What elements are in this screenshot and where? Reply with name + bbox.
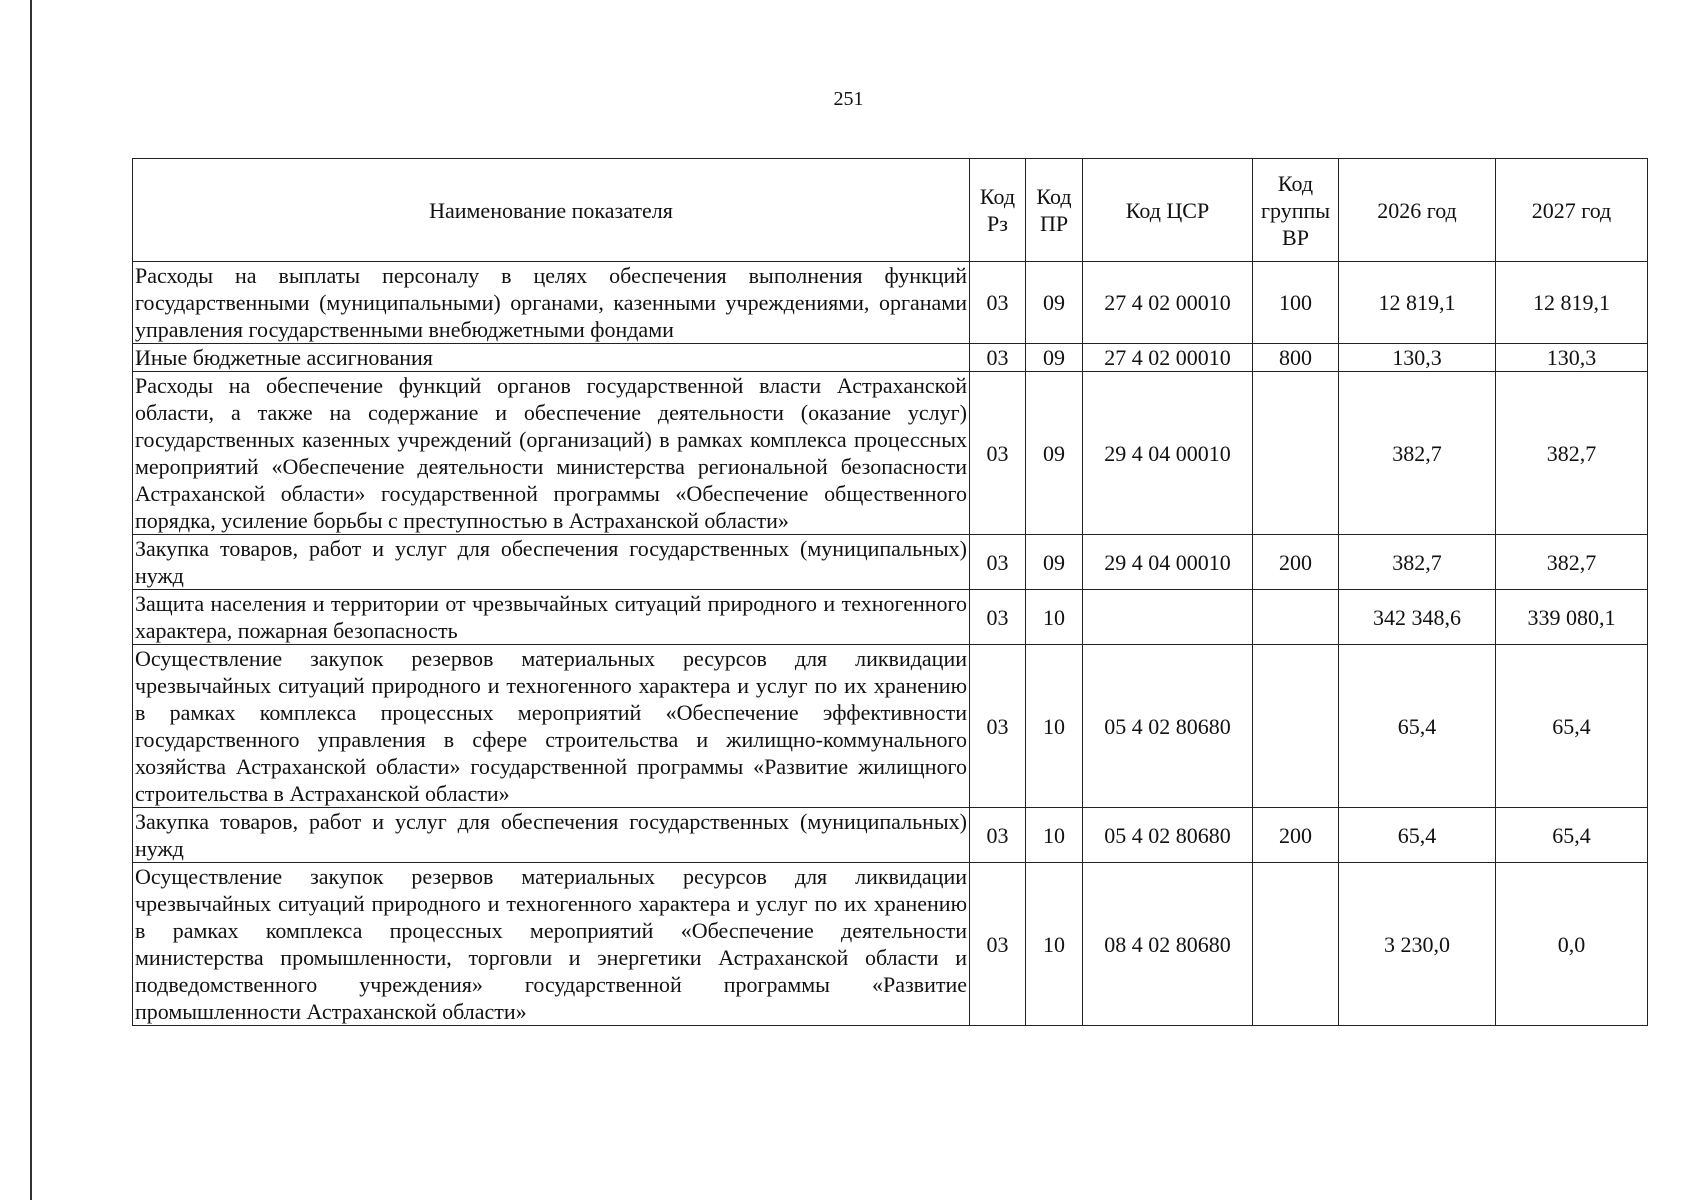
row-code-vr	[1253, 645, 1339, 808]
row-indicator-name: Закупка товаров, работ и услуг для обеспечения государственных (муниципальных) нужд	[133, 808, 970, 863]
row-indicator-name: Закупка товаров, работ и услуг для обеспечения государственных (муниципальных) нужд	[133, 535, 970, 590]
row-code-pr: 10	[1026, 645, 1083, 808]
row-indicator-name: Расходы на обеспечение функций органов государственной власти Астраханской области, а также на содержание и обеспечение деятельности (оказание услуг) государственных казенных учреждений (организаций) в рамках комплекса процессных мероприятий «Обеспечение деятельности министерства региональной безопасности Астраханской области» государственной программы «Обеспечение общественного порядка, усиление борьбы с преступностью в Астраханской области»	[133, 372, 970, 535]
row-amount-2026: 65,4	[1339, 645, 1496, 808]
row-code-csr: 05 4 02 80680	[1083, 808, 1253, 863]
binding-margin-line	[30, 0, 32, 1200]
row-code-pr: 09	[1026, 372, 1083, 535]
table-row	[133, 863, 1648, 1026]
row-code-rz: 03	[970, 645, 1026, 808]
row-amount-2027: 382,7	[1496, 372, 1648, 535]
table-header-row	[133, 159, 1648, 262]
row-amount-2026: 130,3	[1339, 344, 1496, 372]
row-amount-2026: 342 348,6	[1339, 590, 1496, 645]
row-code-rz: 03	[970, 344, 1026, 372]
row-amount-2027: 130,3	[1496, 344, 1648, 372]
table-row	[133, 645, 1648, 808]
row-code-csr: 29 4 04 00010	[1083, 372, 1253, 535]
budget-table	[132, 158, 1648, 1026]
table-row	[133, 372, 1648, 535]
header-code-csr: Код ЦСР	[1083, 159, 1253, 262]
row-code-csr: 27 4 02 00010	[1083, 262, 1253, 344]
row-amount-2026: 12 819,1	[1339, 262, 1496, 344]
row-code-csr: 08 4 02 80680	[1083, 863, 1253, 1026]
row-code-pr: 09	[1026, 344, 1083, 372]
row-indicator-name: Защита населения и территории от чрезвычайных ситуаций природного и техногенного характера, пожарная безопасность	[133, 590, 970, 645]
table-row	[133, 262, 1648, 344]
row-code-rz: 03	[970, 535, 1026, 590]
row-amount-2027: 339 080,1	[1496, 590, 1648, 645]
row-code-rz: 03	[970, 590, 1026, 645]
row-amount-2026: 382,7	[1339, 535, 1496, 590]
row-code-pr: 09	[1026, 262, 1083, 344]
row-code-rz: 03	[970, 262, 1026, 344]
table-row	[133, 590, 1648, 645]
row-code-vr: 800	[1253, 344, 1339, 372]
row-code-rz: 03	[970, 372, 1026, 535]
row-indicator-name: Осуществление закупок резервов материальных ресурсов для ликвидации чрезвычайных ситуаций природного и техногенного характера и услуг по их хранению в рамках комплекса процессных мероприятий «Обеспечение эффективности государственного управления в сфере строительства и жилищно-коммунального хозяйства Астраханской области» государственной программы «Развитие жилищного строительства в Астраханской области»	[133, 645, 970, 808]
row-code-rz: 03	[970, 863, 1026, 1026]
row-amount-2026: 382,7	[1339, 372, 1496, 535]
row-code-pr: 10	[1026, 863, 1083, 1026]
row-code-csr: 05 4 02 80680	[1083, 645, 1253, 808]
row-code-rz: 03	[970, 808, 1026, 863]
row-amount-2027: 65,4	[1496, 808, 1648, 863]
header-code-rz: Код Рз	[970, 159, 1026, 262]
row-code-vr: 200	[1253, 535, 1339, 590]
row-code-csr	[1083, 590, 1253, 645]
row-amount-2027: 382,7	[1496, 535, 1648, 590]
header-year-2027: 2027 год	[1496, 159, 1648, 262]
row-code-pr: 10	[1026, 808, 1083, 863]
row-amount-2026: 65,4	[1339, 808, 1496, 863]
row-code-vr	[1253, 863, 1339, 1026]
header-indicator-name: Наименование показателя	[133, 159, 970, 262]
row-indicator-name: Расходы на выплаты персоналу в целях обеспечения выполнения функций государственными (муниципальными) органами, казенными учреждениями, органами управления государственными внебюджетными фондами	[133, 262, 970, 344]
row-code-vr: 200	[1253, 808, 1339, 863]
header-code-vr-group: Код группы ВР	[1253, 159, 1339, 262]
row-amount-2027: 12 819,1	[1496, 262, 1648, 344]
row-amount-2027: 65,4	[1496, 645, 1648, 808]
row-code-pr: 10	[1026, 590, 1083, 645]
row-code-vr	[1253, 372, 1339, 535]
header-year-2026: 2026 год	[1339, 159, 1496, 262]
row-code-csr: 29 4 04 00010	[1083, 535, 1253, 590]
row-code-pr: 09	[1026, 535, 1083, 590]
row-code-vr: 100	[1253, 262, 1339, 344]
row-amount-2026: 3 230,0	[1339, 863, 1496, 1026]
row-indicator-name: Иные бюджетные ассигнования	[133, 344, 970, 372]
header-code-pr: Код ПР	[1026, 159, 1083, 262]
row-code-csr: 27 4 02 00010	[1083, 344, 1253, 372]
table-row	[133, 344, 1648, 372]
row-amount-2027: 0,0	[1496, 863, 1648, 1026]
table-row	[133, 808, 1648, 863]
table-row	[133, 535, 1648, 590]
page-number: 251	[833, 88, 864, 110]
row-indicator-name: Осуществление закупок резервов материальных ресурсов для ликвидации чрезвычайных ситуаций природного и техногенного характера и услуг по их хранению в рамках комплекса процессных мероприятий «Обеспечение деятельности министерства промышленности, торговли и энергетики Астраханской области и подведомственного учреждения» государственной программы «Развитие промышленности Астраханской области»	[133, 863, 970, 1026]
row-code-vr	[1253, 590, 1339, 645]
